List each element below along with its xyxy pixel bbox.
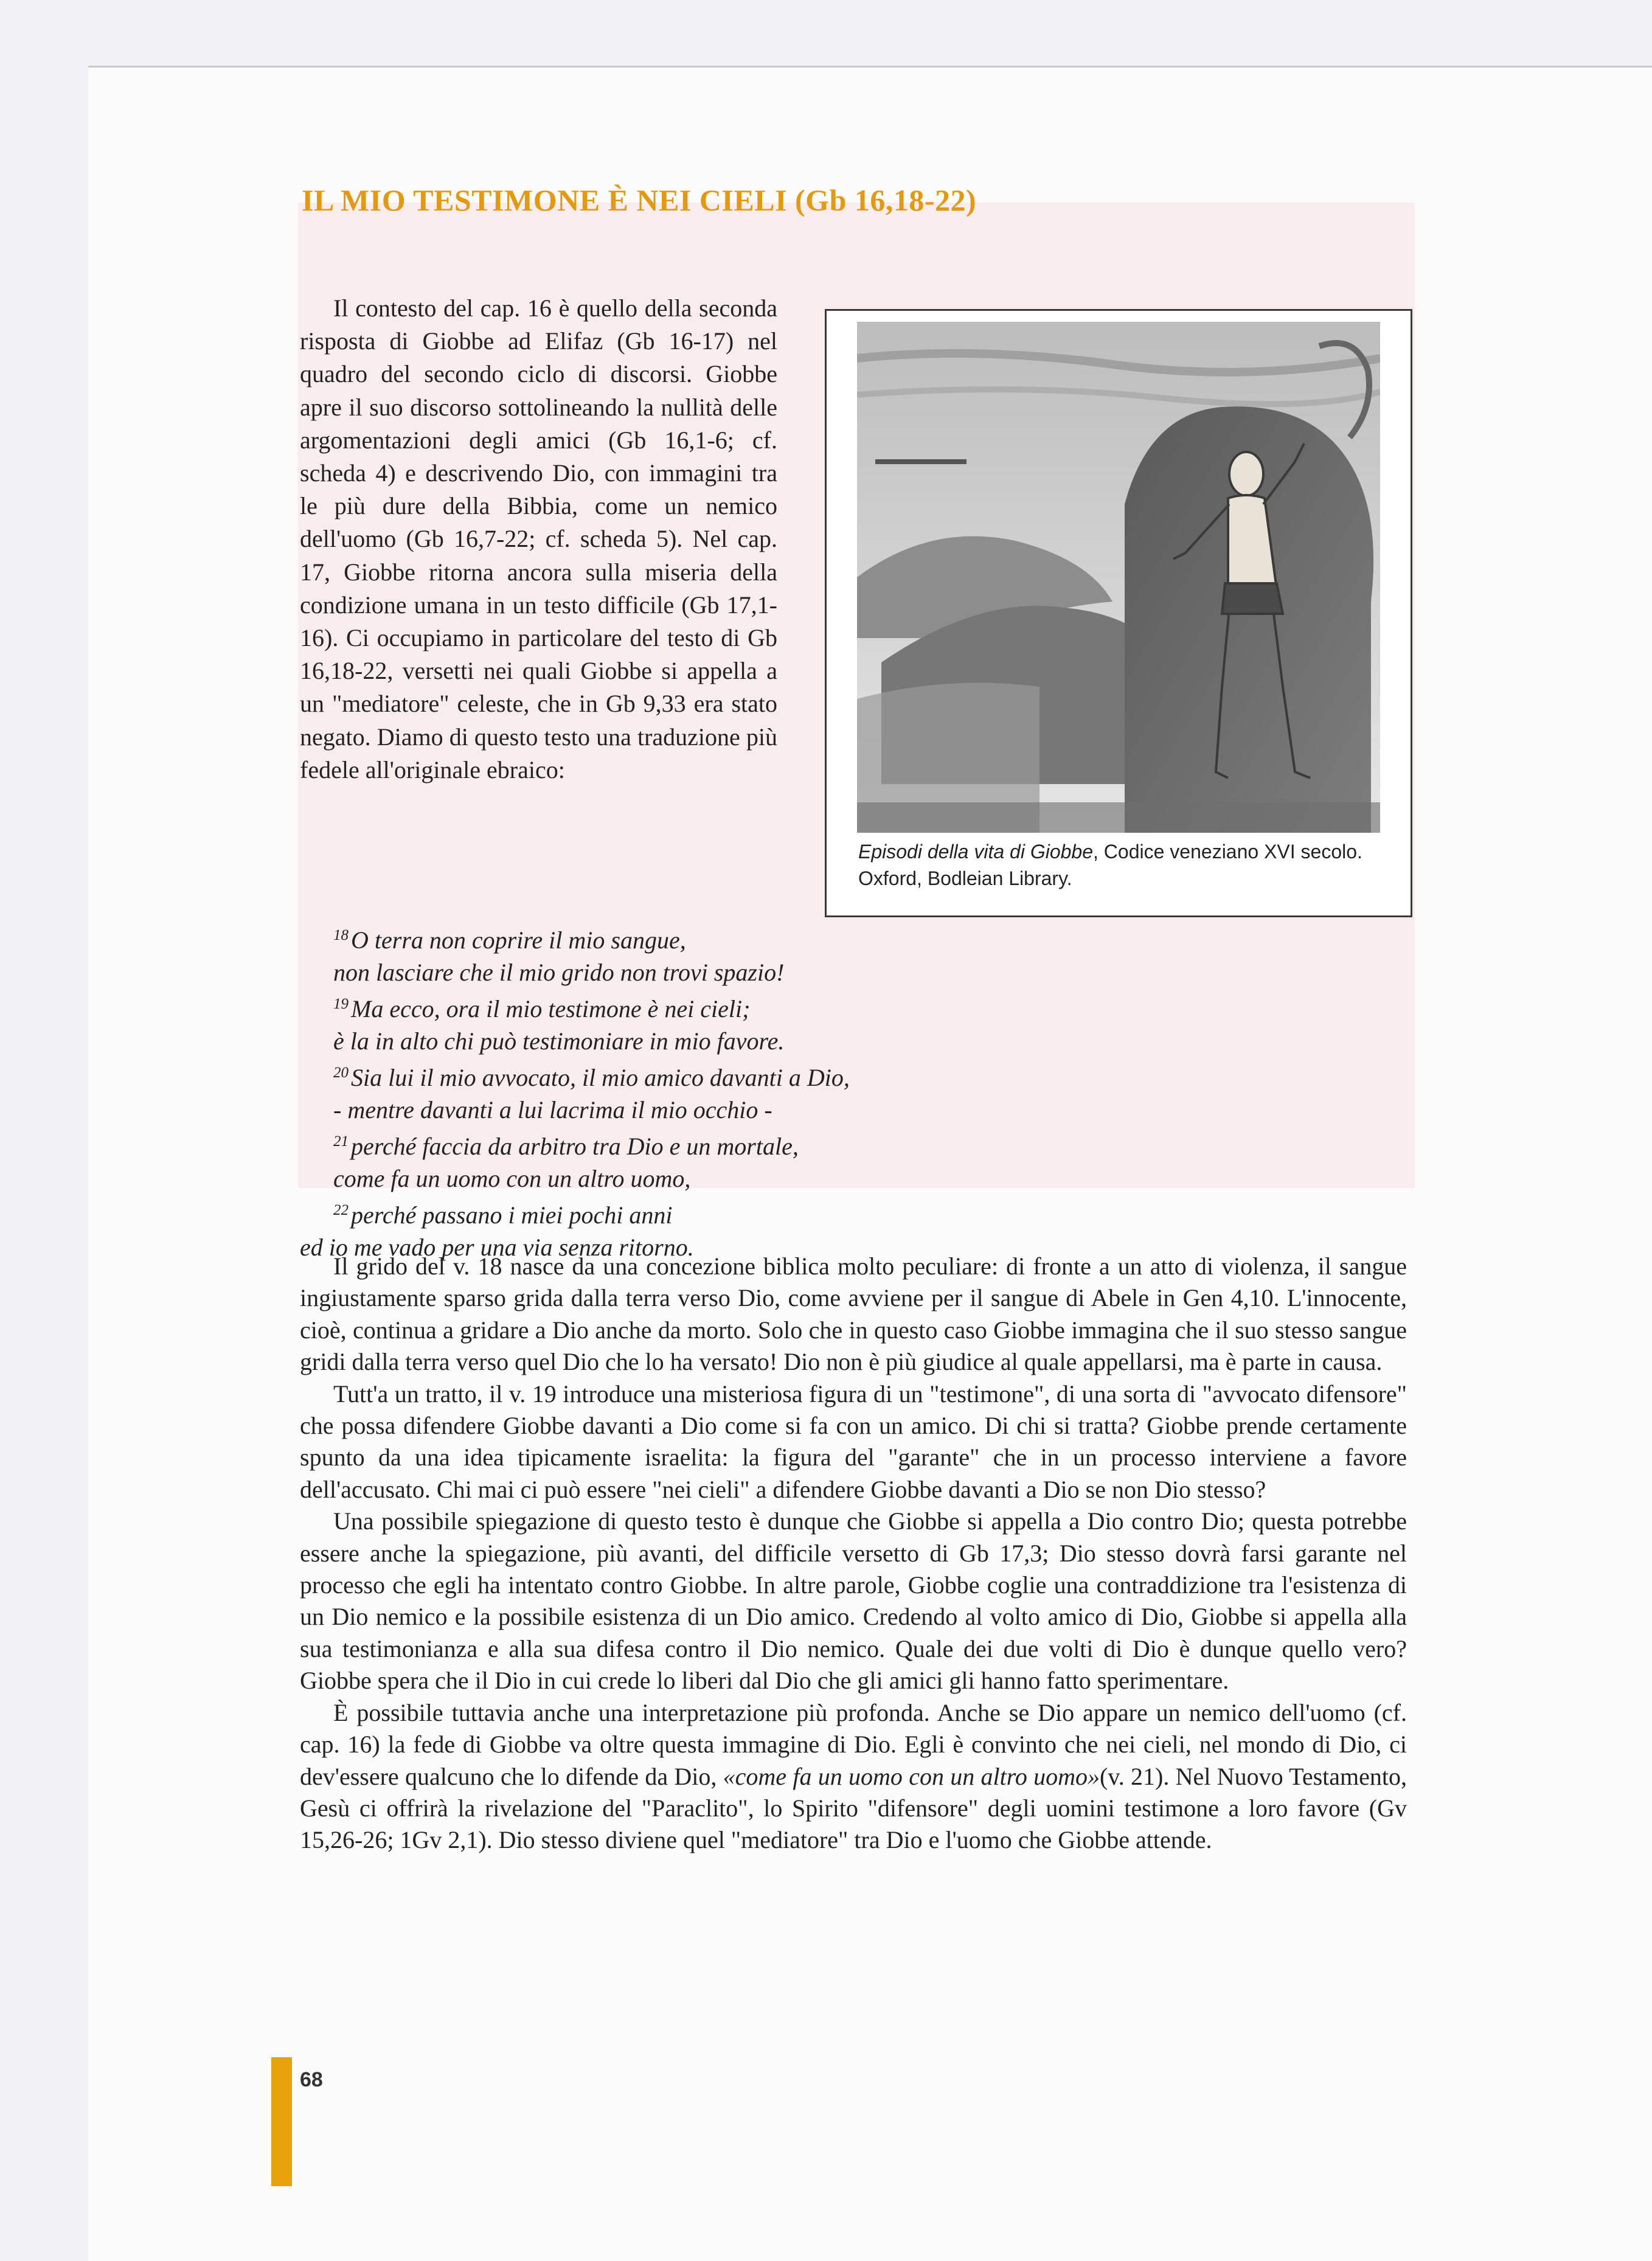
verse-line: non lasciare che il mio grido non trovi spazio! — [333, 958, 785, 986]
verse-block — [300, 920, 1033, 1263]
caption-line2: Oxford, Bodleian Library. — [858, 867, 1072, 889]
verse-line: - mentre davanti a lui lacrima il mio occhio - — [333, 1096, 772, 1124]
verse-line: $^{19}$ Ma ecco, ora il mio testimone è nei cieli; — [333, 995, 751, 1023]
verse-line: $^{20}$ Sia lui il mio avvocato, il mio amico davanti a Dio, — [333, 1064, 850, 1091]
caption-title: Episodi della vita di Giobbe — [858, 841, 1094, 863]
body-paragraph: Una possibile spiegazione di questo testo è dunque che Giobbe si appella a Dio contro Dio; questa potrebbe essere anche la spiegazione, più avanti, del difficile versetto di Gb 17,3; Dio stesso dovrà farsi garante nel processo che egli ha intentato contro Giobbe. In altre parole, Giobbe coglie una contraddizione tra l'esistenza di un Dio nemico e la possibile esistenza di un Dio amico. Credendo al volto amico di Dio, Giobbe si appella alla sua testimonianza e alla sua difesa contro il Dio nemico. Quale dei due volti di Dio è dunque quello vero? Giobbe spera che il Dio in cui crede lo liberi dal Dio che gli amici gli hanno fatto sperimentare. — [300, 1507, 1407, 1695]
caption-rest: , Codice veneziano XVI secolo. — [1093, 841, 1362, 863]
body-paragraph: Tutt'a un tratto, il v. 19 introduce una misteriosa figura di un "testimone", di una sorta di "avvocato difensore" che possa difendere Giobbe davanti a Dio come si fa con un amico. Di chi si tratta? Giobbe prende certamente spunto da una idea tipicamente israelita: la figura del "garante" che in un processo interviene a favore dell'accusato. Chi mai ci può essere "nei cieli" a difendere Giobbe davanti a Dio se non Dio stesso? — [300, 1380, 1407, 1503]
verse-line: $^{18}$ O terra non coprire il mio sangue, — [333, 926, 686, 954]
page-number: 68 — [300, 2068, 323, 2091]
body-text — [300, 1251, 1407, 1856]
body-paragraph: Il grido del v. 18 nasce da una concezione biblica molto peculiare: di fronte a un atto di violenza, il sangue ingiustamente sparso grida dalla terra verso Dio, come avviene per il sangue di Abele in Gen 4,10. L'innocente, cioè, continua a gridare a Dio anche da morto. Solo che in questo caso Giobbe immagina che il suo stesso sangue gridi dalla terra verso quel Dio che lo ha versato! Dio non è più giudice al quale appellarsi, ma è parte in causa. — [300, 1252, 1407, 1376]
verse-line: ed io me vado per una via senza ritorno. — [300, 1233, 694, 1261]
figure-box — [825, 309, 1412, 917]
verse-line: $^{22}$ perché passano i miei pochi anni — [333, 1201, 673, 1229]
intro-paragraph: Il contesto del cap. 16 è quello della seconda risposta di Giobbe ad Elifaz (Gb 16-17) nel quadro del secondo ciclo di discorsi. Giobbe apre il suo discorso sottolineando la nullità delle argomentazioni degli amici (Gb 16,1-6; cf. scheda 4) e descrivendo Dio, con immagini tra le più dure della Bibbia, come un nemico dell'uomo (Gb 16,7-22; cf. scheda 5). Nel cap. 17, Giobbe ritorna ancora sulla miseria della condizione umana in un testo difficile (Gb 17,1-16). Ci occupiamo in particolare del testo di Gb 16,18-22, versetti nei quali Giobbe si appella a un "mediatore" celeste, che in Gb 9,33 era stato negato. Diamo di questo testo una traduzione più fedele all'originale ebraico: — [300, 294, 777, 783]
section-title: IL MIO TESTIMONE È NEI CIELI (Gb 16,18-22) — [302, 183, 977, 217]
verse-line: come fa un uomo con un altro uomo, — [333, 1164, 691, 1192]
job-illustration — [857, 322, 1380, 833]
verse-line: $^{21}$ perché faccia da arbitro tra Dio e un mortale, — [333, 1133, 799, 1160]
body-paragraph: È possibile tuttavia anche una interpretazione più profonda. Anche se Dio appare un nemico dell'uomo (cf. cap. 16) la fede di Giobbe va oltre questa immagine di Dio. Egli è convinto che nei cieli, nel mondo di Dio, ci dev'essere qualcuno che lo difende da Dio, «come fa un uomo con un altro uomo»(v. 21). Nel Nuovo Testamento, Gesù ci offrirà la rivelazione del "Paraclito", lo Spirito "difensore" degli uomini testimone a loro favore (Gv 15,26-26; 1Gv 2,1). Dio stesso diviene quel "mediatore" tra Dio e l'uomo che Giobbe attende. — [300, 1698, 1407, 1854]
figure-caption — [858, 838, 1406, 892]
page-accent-bar — [271, 2057, 292, 2186]
inline-quote: «come fa un uomo con un altro uomo» — [723, 1762, 1100, 1790]
verse-line: è la in alto chi può testimoniare in mio favore. — [333, 1027, 785, 1055]
